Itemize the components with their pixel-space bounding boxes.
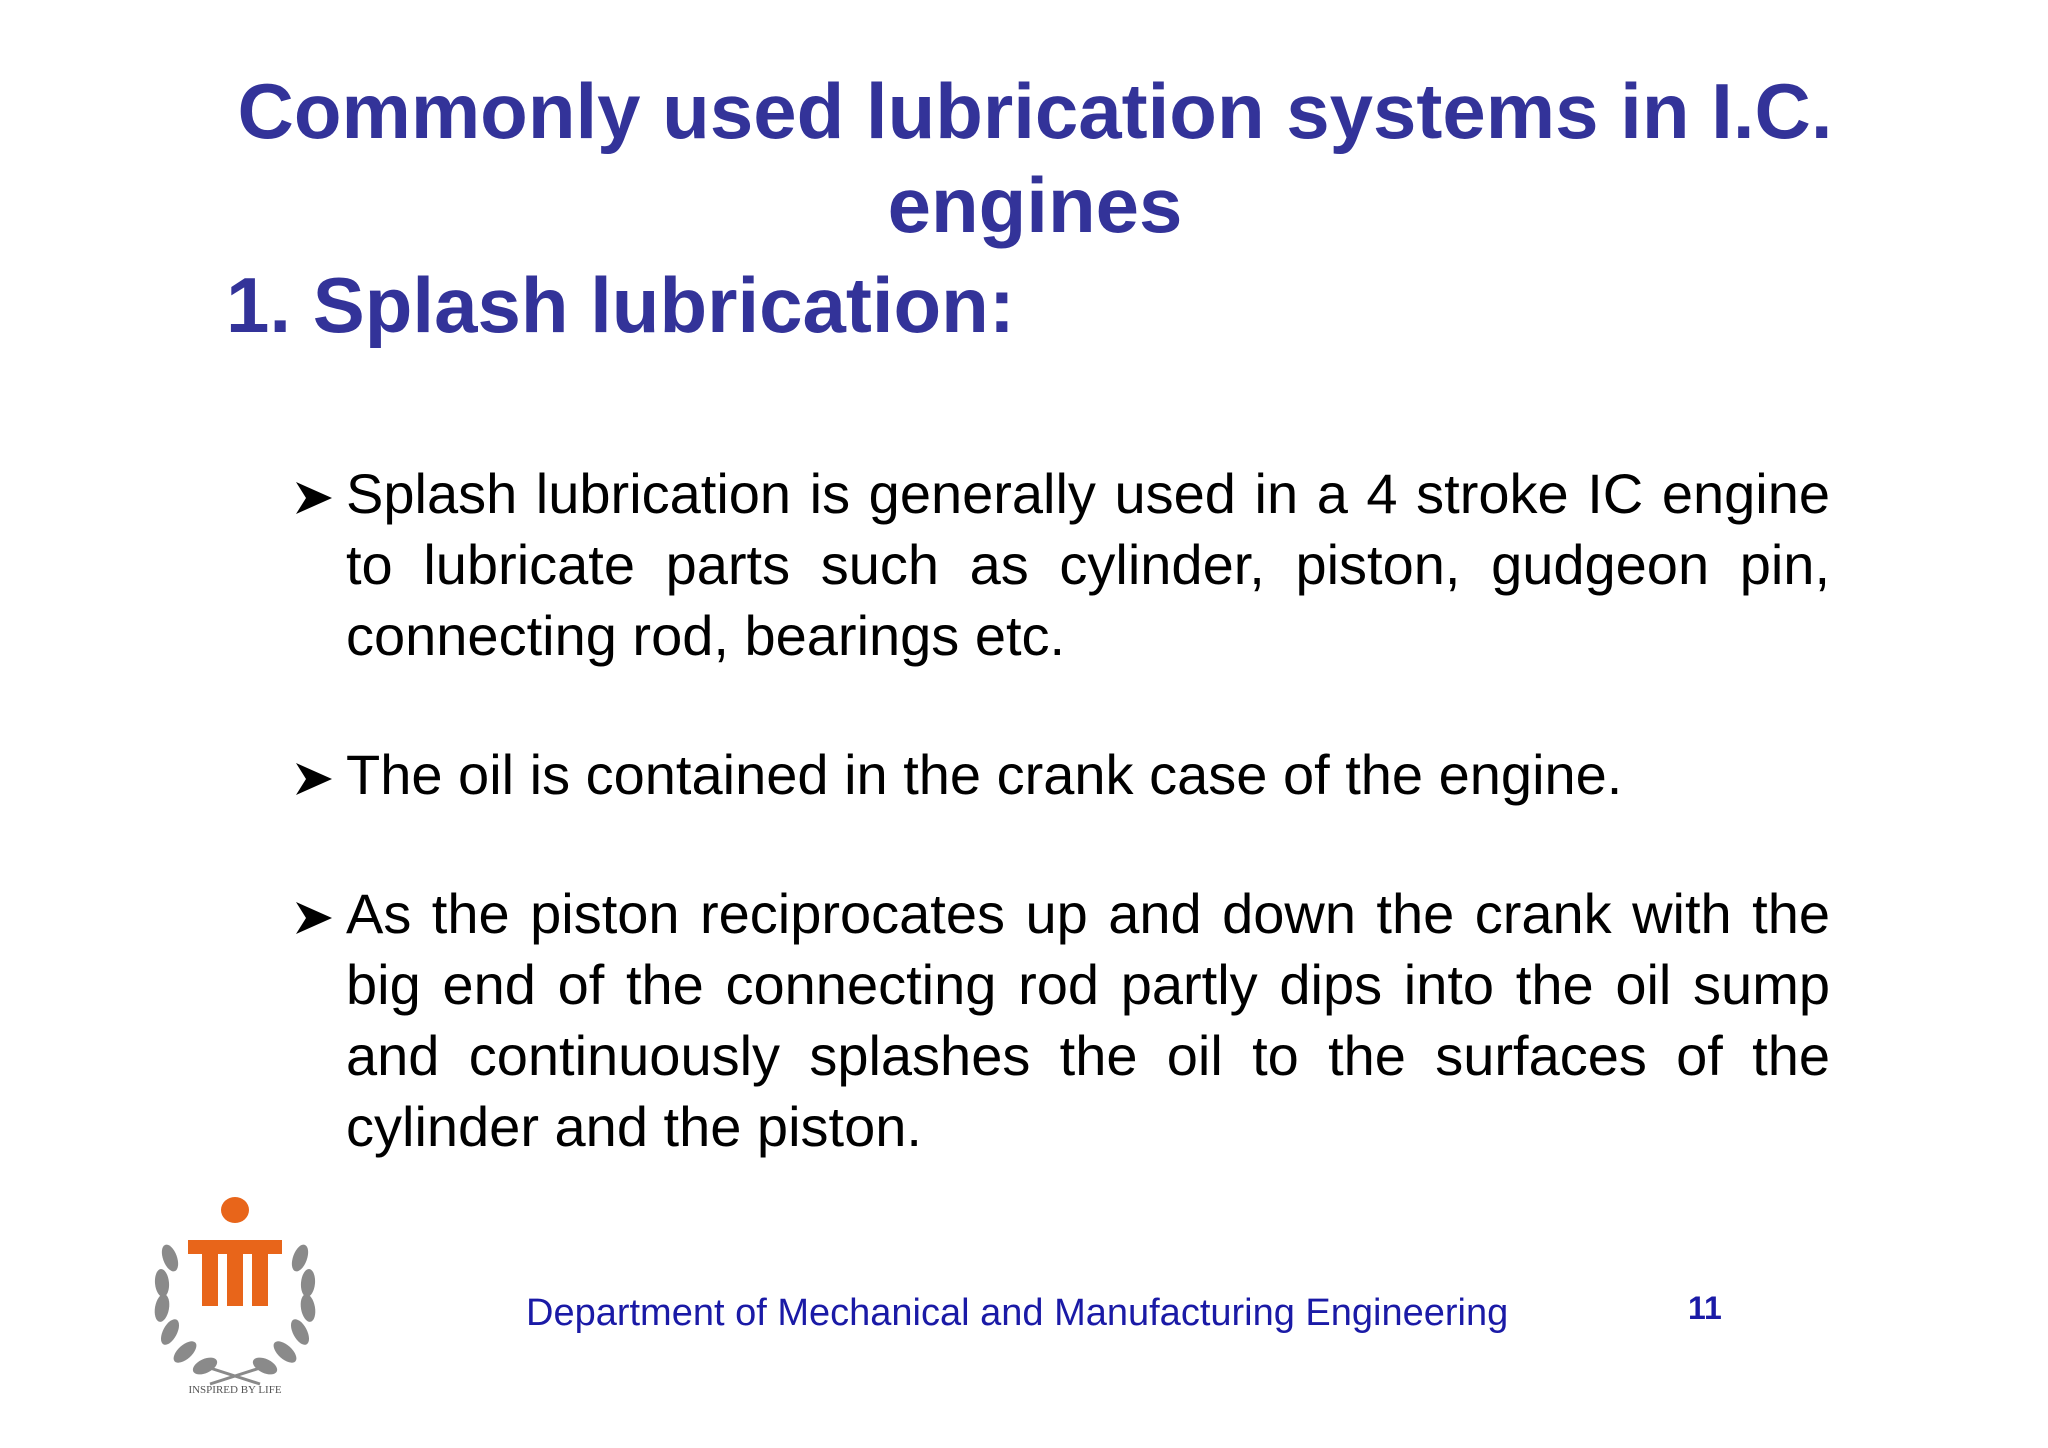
bullet-text: The oil is contained in the crank case of the engine.	[346, 743, 1623, 806]
page-number: 11	[1688, 1290, 1722, 1326]
bullet-list	[290, 458, 1830, 1230]
bullet-text: As the piston reciprocates up and down the crank with the big end of the connecting rod partly dips into the oil sump and continuously splashes the oil to the surfaces of the cylinder and the piston.	[346, 882, 1830, 1158]
logo-motto: INSPIRED BY LIFE	[188, 1384, 282, 1396]
section-heading: 1. Splash lubrication:	[226, 261, 1015, 349]
bullet-item	[290, 739, 1830, 810]
department-name: Department of Mechanical and Manufacturing Engineering	[526, 1292, 1509, 1334]
bullet-item	[290, 458, 1830, 671]
bullet-item	[290, 878, 1830, 1162]
arrow-bullet-icon	[294, 761, 334, 797]
arrow-bullet-icon	[294, 480, 334, 516]
arrow-bullet-icon	[294, 900, 334, 936]
university-logo-icon	[140, 1188, 330, 1398]
bullet-text: Splash lubrication is generally used in a 4 stroke IC engine to lubricate parts such as cylinder, piston, gudgeon pin, connecting rod, bearings etc.	[346, 462, 1830, 667]
slide-title: Commonly used lubrication systems in I.C. engines	[237, 67, 1833, 249]
